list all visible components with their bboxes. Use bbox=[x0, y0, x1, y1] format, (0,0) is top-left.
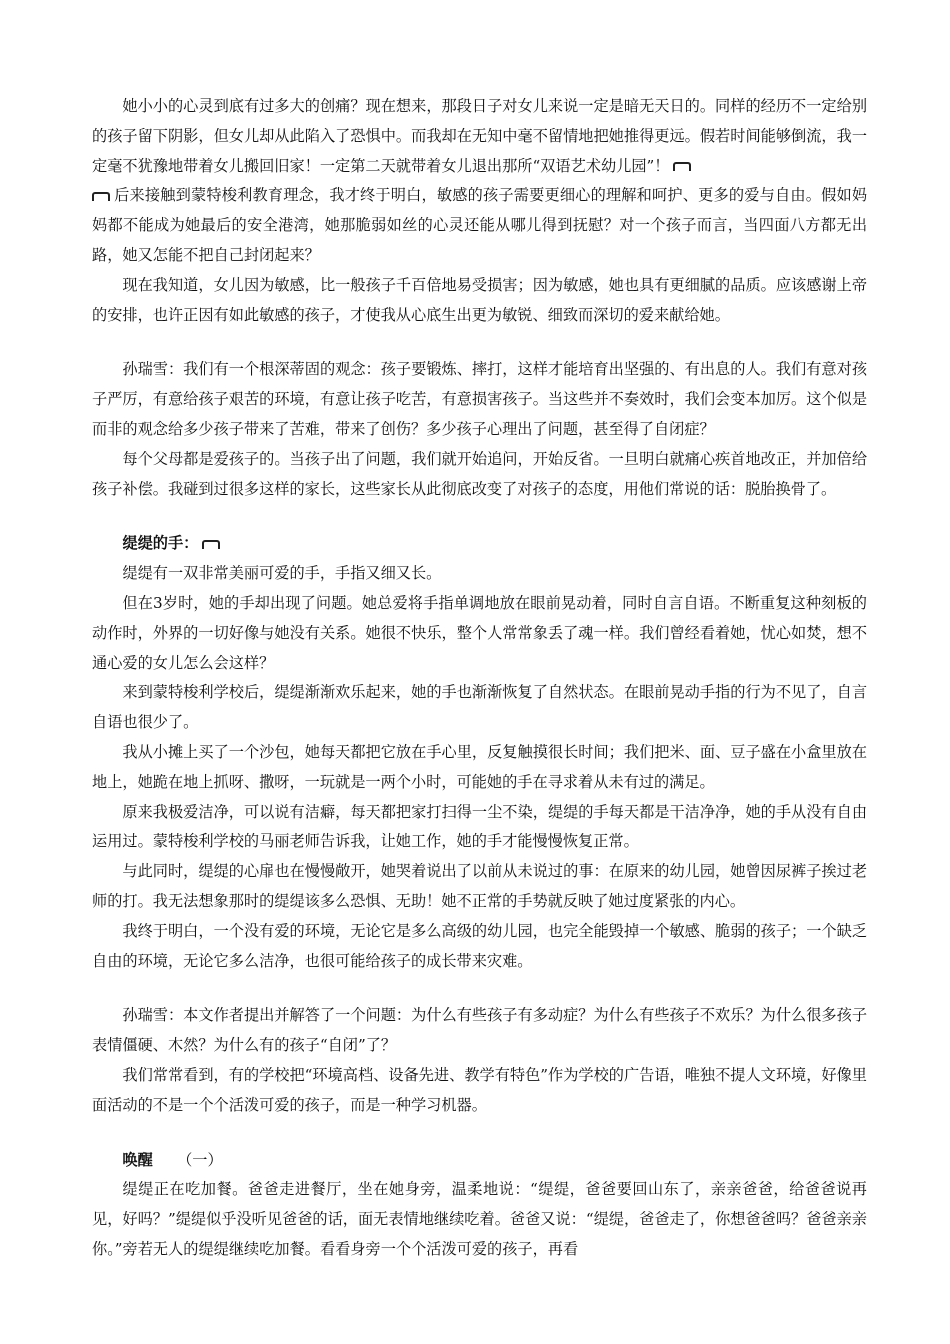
section-subheading: （一） bbox=[177, 1150, 223, 1169]
paragraph-text: 她小小的心灵到底有过多大的创痛？现在想来，那段日子对女儿来说一定是暗无天日的。同样的经历不一定给别的孩子留下阴影，但女儿却从此陷入了恐惧中。而我却在无知中毫不留情地把她推得更远。假若时间能够倒流，我一定毫不犹豫地带着女儿搬回旧家！一定第二天就带着女儿退出那所“双语艺术幼儿园”！ bbox=[92, 97, 867, 175]
paragraph: 我终于明白，一个没有爱的环境，无论它是多么高级的幼儿园，也完全能毁掉一个敏感、脆弱的孩子；一个缺乏自由的环境，无论它多么洁净，也很可能给孩子的成长带来灾难。 bbox=[92, 921, 867, 970]
comment-paragraph: 每个父母都是爱孩子的。当孩子出了问题，我们就开始追问，开始反省。一旦明白就痛心疾首地改正，并加倍给孩子补偿。我碰到过很多这样的家长，这些家长从此彻底改变了对孩子的态度，用他们常说的话：脱胎换骨了。 bbox=[92, 449, 867, 498]
section-heading-text: 唤醒 bbox=[122, 1150, 153, 1169]
paragraph bbox=[92, 181, 867, 270]
section-heading-text: 缇缇的手： bbox=[122, 534, 199, 553]
paragraph: 但在3岁时，她的手却出现了问题。她总爱将手指单调地放在眼前晃动着，同时自言自语。不断重复这种刻板的动作时，外界的一切好像与她没有关系。她很不快乐，整个人常常象丢了魂一样。我们曾经看着她，忧心如焚，想不通心爱的女儿怎么会这样？ bbox=[92, 593, 867, 672]
comment-paragraph: 我们常常看到，有的学校把“环境高档、设备先进、教学有特色”作为学校的广告语，唯独不提人文环境，好像里面活动的不是一个个活泼可爱的孩子，而是一种学习机器。 bbox=[92, 1065, 867, 1114]
bracket-mark-icon bbox=[202, 540, 220, 549]
spacer bbox=[92, 1121, 867, 1146]
bracket-mark-icon bbox=[673, 162, 691, 171]
document-page bbox=[92, 92, 867, 1265]
paragraph: 原来我极爱洁净，可以说有洁癖，每天都把家打扫得一尘不染，缇缇的手每天都是干洁净净，她的手从没有自由运用过。蒙特梭利学校的马丽老师告诉我，让她工作，她的手才能慢慢恢复正常。 bbox=[92, 802, 867, 851]
comment-paragraph: 孙瑞雪：本文作者提出并解答了一个问题：为什么有些孩子有多动症？为什么有些孩子不欢乐？为什么很多孩子表情僵硬、木然？为什么有的孩子“自闭”了？ bbox=[92, 1006, 867, 1055]
spacer bbox=[92, 330, 867, 355]
spacer bbox=[92, 976, 867, 1001]
paragraph: 现在我知道，女儿因为敏感，比一般孩子千百倍地易受损害；因为敏感，她也具有更细腻的品质。应该感谢上帝的安排，也许正因有如此敏感的孩子，才使我从心底生出更为敏锐、细致而深切的爱来献给她。 bbox=[92, 275, 867, 324]
comment-paragraph: 孙瑞雪：我们有一个根深蒂固的观念：孩子要锻炼、摔打，这样才能培育出坚强的、有出息的人。我们有意对孩子严厉，有意给孩子艰苦的环境，有意让孩子吃苦，有意损害孩子。当这些并不奏效时，我们会变本加厉。这个似是而非的观念给多少孩子带来了苦难，带来了创伤？多少孩子心理出了问题，甚至得了自闭症？ bbox=[92, 360, 867, 438]
paragraph: 与此同时，缇缇的心扉也在慢慢敞开，她哭着说出了以前从未说过的事：在原来的幼儿园，她曾因尿裤子挨过老师的打。我无法想象那时的缇缇该多么恐惧、无助！她不正常的手势就反映了她过度紧张的内心。 bbox=[92, 862, 867, 910]
paragraph: 来到蒙特梭利学校后，缇缇渐渐欢乐起来，她的手也渐渐恢复了自然状态。在眼前晃动手指的行为不见了，自言自语也很少了。 bbox=[92, 683, 867, 732]
paragraph: 我从小摊上买了一个沙包，她每天都把它放在手心里，反复触摸很长时间；我们把米、面、豆子盛在小盒里放在地上，她跪在地上抓呀、撒呀，一玩就是一两个小时，可能她的手在寻求着从未有过的满足。 bbox=[92, 742, 867, 791]
paragraph: 缇缇正在吃加餐。爸爸走进餐厅，坐在她身旁，温柔地说：“缇缇，爸爸要回山东了，亲亲爸爸，给爸爸说再见，好吗？”缇缇似乎没听见爸爸的话，面无表情地继续吃着。爸爸又说：“缇缇，爸爸走了，你想爸爸吗？爸爸亲亲你。”旁若无人的缇缇继续吃加餐。看看身旁一个个活泼可爱的孩子，再看 bbox=[92, 1180, 867, 1258]
section-heading bbox=[92, 1146, 867, 1176]
paragraph bbox=[92, 92, 867, 181]
bracket-mark-icon bbox=[92, 192, 110, 201]
section-heading bbox=[92, 529, 867, 559]
paragraph: 缇缇有一双非常美丽可爱的手，手指又细又长。 bbox=[122, 564, 442, 583]
spacer bbox=[92, 504, 867, 529]
paragraph-text: 后来接触到蒙特梭利教育理念，我才终于明白，敏感的孩子需要更细心的理解和呵护、更多的爱与自由。假如妈妈都不能成为她最后的安全港湾，她那脆弱如丝的心灵还能从哪儿得到抚慰？对一个孩子而言，当四面八方都无出路，她又怎能不把自己封闭起来？ bbox=[92, 186, 867, 264]
